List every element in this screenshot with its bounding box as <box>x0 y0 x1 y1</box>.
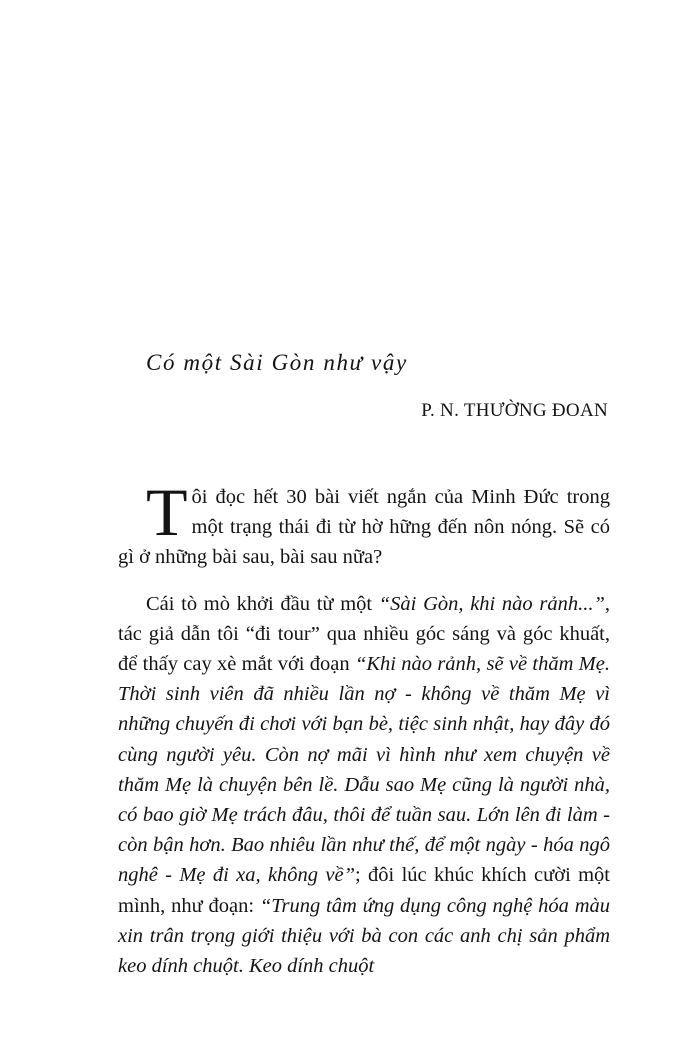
paragraph-2 <box>118 589 610 982</box>
chapter-title: Có một Sài Gòn như vậy <box>146 350 408 375</box>
author-name: P. N. THƯỜNG ĐOAN <box>421 400 608 421</box>
paragraph-2-part-3: ; đôi lúc khúc khích cười một mình, như đoạn: <box>118 864 610 917</box>
drop-cap: T <box>146 474 188 550</box>
article-body <box>118 474 610 981</box>
paragraph-2-part-2: , tác giả dẫn tôi “đi tour” qua nhiều góc sáng và góc khuất, để thấy cay xè mắt với đoạn <box>118 592 610 676</box>
quote-saigon: “Sài Gòn, khi nào rảnh...” <box>378 592 605 615</box>
quote-glue: “Trung tâm ứng dụng công nghệ hóa màu xin trân trọng giới thiệu với bà con các anh chị sản phẩm keo dính chuột. Keo dính chuột <box>118 894 610 978</box>
quote-mother: “Khi nào rảnh, sẽ về thăm Mẹ. Thời sinh viên đã nhiều lần nợ - không về thăm Mẹ vì những chuyến đi chơi với bạn bè, tiệc sinh nhật, hay đây đó cùng người yêu. Còn nợ mãi vì hình như xem chuyện về thăm Mẹ là chuyện bên lề. Dẫu sao Mẹ cũng là người nhà, có bao giờ Mẹ trách đâu, thôi để tuần sau. Lớn lên đi làm - còn bận hơn. Bao nhiêu lần như thế, để một ngày - hóa ngô nghê - Mẹ đi xa, không về” <box>118 653 610 887</box>
paragraph-1 <box>118 474 610 573</box>
paragraph-2-part-1: Cái tò mò khởi đầu từ một <box>146 592 379 615</box>
paragraph-1-text: ôi đọc hết 30 bài viết ngắn của Minh Đức trong một trạng thái đi từ hờ hững đến nôn nóng. Sẽ có gì ở những bài sau, bài sau nữa? <box>118 486 610 569</box>
